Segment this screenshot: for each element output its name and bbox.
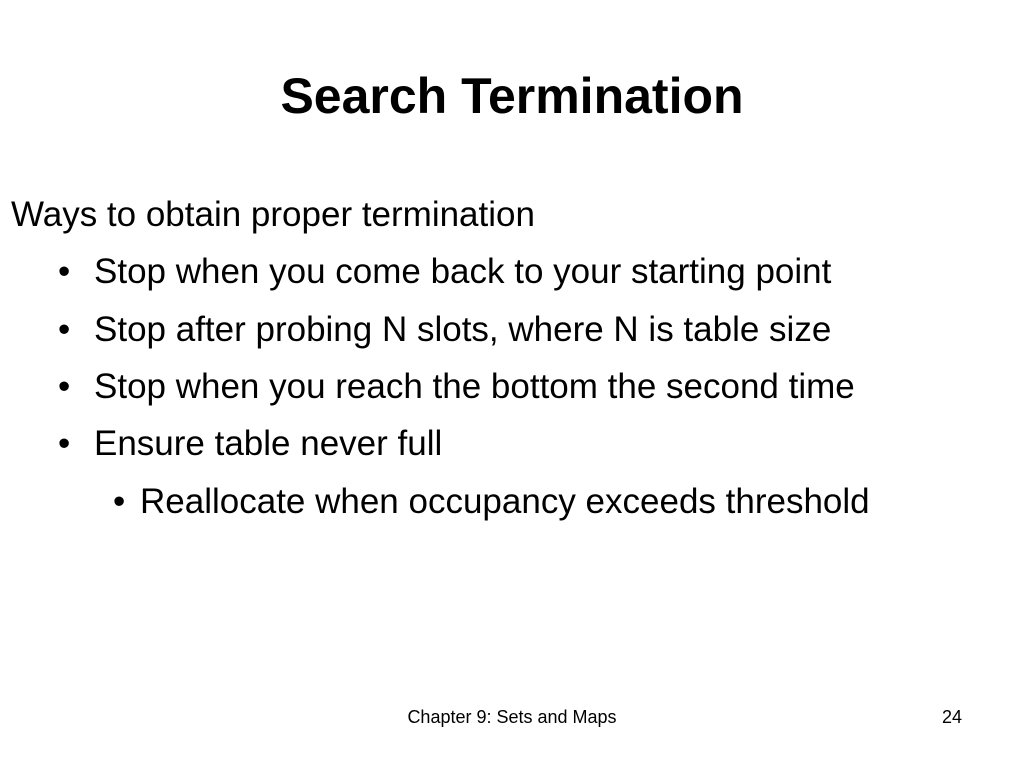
- bullet-text: Stop after probing N slots, where N is table size: [94, 310, 832, 349]
- bullet-item: [58, 251, 831, 293]
- intro-text: Ways to obtain proper termination: [11, 195, 535, 234]
- bullet-item: [58, 309, 831, 351]
- bullet-item: [58, 423, 442, 465]
- footer-page-number: 24: [941, 707, 962, 727]
- footer-chapter: Chapter 9: Sets and Maps: [407, 707, 617, 727]
- bullet-text: Stop when you come back to your starting point: [94, 252, 832, 291]
- sub-bullet-icon: •: [113, 482, 126, 521]
- bullet-icon: •: [58, 367, 71, 406]
- bullet-icon: •: [58, 252, 71, 291]
- bullet-text: Ensure table never full: [94, 424, 443, 463]
- sub-bullet-text: Reallocate when occupancy exceeds threshold: [140, 482, 870, 521]
- bullet-icon: •: [58, 424, 71, 463]
- bullet-text: Stop when you reach the bottom the second time: [94, 367, 855, 406]
- sub-bullet-item: [113, 481, 870, 523]
- bullet-item: [58, 366, 855, 408]
- bullet-icon: •: [58, 310, 71, 349]
- slide-title: Search Termination: [280, 68, 744, 124]
